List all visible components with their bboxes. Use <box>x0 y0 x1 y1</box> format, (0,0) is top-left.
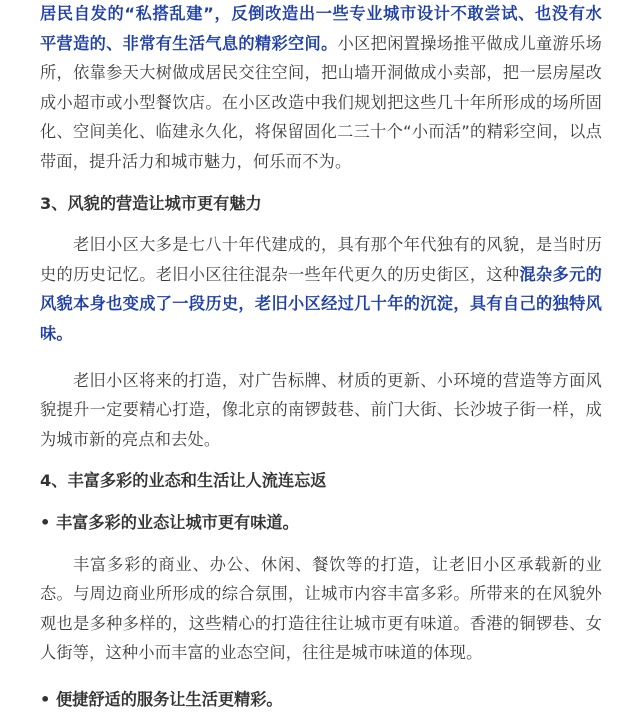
section-heading-4: 4、丰富多彩的业态和生活让人流连忘返 <box>40 471 327 491</box>
spacer <box>40 454 602 466</box>
paragraph-historic-character-text: 老旧小区大多是七八十年代建成的，具有那个年代独有的风貌，是当时历史的历史记忆。老旧小区往往混杂一些年代更久的历史街区，这种 <box>40 235 602 284</box>
spacer <box>40 349 602 366</box>
spacer <box>40 496 602 508</box>
bullet-dot-icon: • <box>40 512 51 532</box>
highlight-mixed-character: 混杂多元的风貌本身也变成了一段历史，老旧小区经过几十年的沉淀，具有自己的独特风味。 <box>40 264 602 343</box>
highlight-informal-spaces: 居民自发的“私搭乱建”，反倒改造出一些专业城市设计不敢尝试、也没有水平营造的、非常有生活气息的精彩空间。 <box>40 4 602 53</box>
paragraph-historic-character <box>40 230 602 348</box>
spacer <box>40 218 602 230</box>
section-heading-3: 3、风貌的营造让城市更有魅力 <box>40 193 262 213</box>
bullet-item-services-text: 便捷舒适的服务让生活更精彩。 <box>56 689 283 709</box>
paragraph-business-variety: 丰富多彩的商业、办公、休闲、餐饮等的打造，让老旧小区承载新的业态。与周边商业所形成的综合氛围，让城市内容丰富多彩。所带来的在风貌外观也是多种多样的，这些精心的打造往往让城市更有味道。香港的铜锣巷、女人街等，这种小而丰富的业态空间，往往是城市味道的体现。 <box>40 554 602 663</box>
bullet-item-services <box>40 685 602 715</box>
spacer <box>40 668 602 685</box>
paragraph-informal-spaces <box>40 0 602 177</box>
spacer <box>40 177 602 189</box>
spacer <box>40 538 602 550</box>
bullet-dot-icon: • <box>40 689 51 709</box>
paragraph-informal-spaces-text: 小区把闲置操场推平做成儿童游乐场所，依靠参天大树做成居民交往空间，把山墙开洞做成小卖部，把一层房屋改成小超市或小型餐饮店。在小区改造中我们规划把这些几十年所形成的场所固化、空间美化、临建永久化，将保留固化二三十个“小而活”的精彩空间，以点带面，提升活力和城市魅力，何乐而不为。 <box>40 33 602 171</box>
paragraph-future-improvement: 老旧小区将来的打造，对广告标牌、材质的更新、小环境的营造等方面风貌提升一定要精心打造，像北京的南锣鼓巷、前门大街、长沙坡子街一样，成为城市新的亮点和去处。 <box>40 370 602 449</box>
bullet-item-business-text: 丰富多彩的业态让城市更有味道。 <box>56 512 299 532</box>
bullet-item-business <box>40 508 602 538</box>
